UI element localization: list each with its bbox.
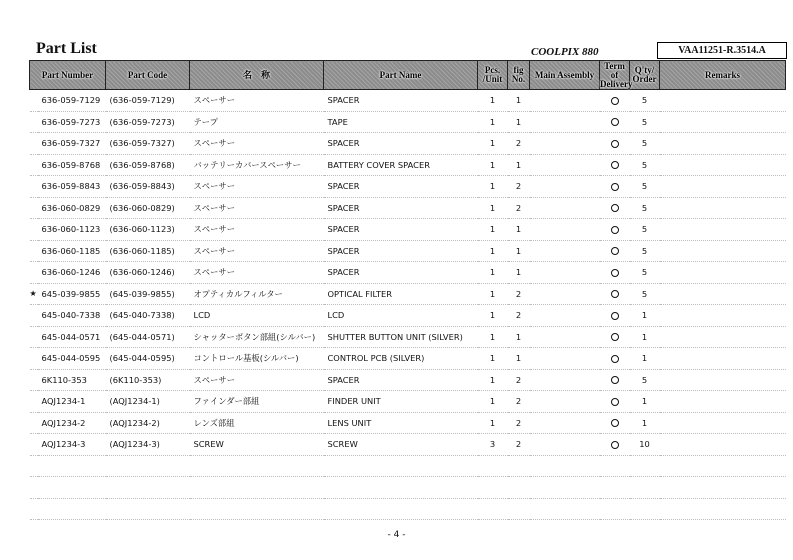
name-jp-cell: レンズ部組	[190, 412, 324, 434]
qty-cell: 5	[630, 176, 660, 198]
table-row	[30, 305, 786, 327]
row-mark	[30, 176, 38, 198]
table-body	[30, 90, 786, 520]
table-row	[30, 412, 786, 434]
term-of-delivery-cell	[600, 219, 630, 241]
row-mark	[30, 412, 38, 434]
part-code-cell: (636-059-8843)	[106, 176, 190, 198]
remarks-cell	[660, 154, 786, 176]
fig-cell: 2	[508, 176, 530, 198]
delivery-circle-icon	[611, 419, 619, 427]
col-qty-order	[630, 61, 660, 90]
pcs-cell: 1	[478, 133, 508, 155]
part-number-cell: 636-059-7129	[38, 90, 106, 112]
pcs-cell: 1	[478, 326, 508, 348]
part-number-cell	[38, 477, 106, 499]
col-part-code: Part Code	[106, 61, 190, 90]
delivery-circle-icon	[611, 441, 619, 449]
remarks-cell	[660, 391, 786, 413]
pcs-cell: 1	[478, 305, 508, 327]
row-mark	[30, 305, 38, 327]
part-name-cell: SPACER	[324, 176, 478, 198]
main-assembly-cell	[530, 283, 600, 305]
fig-cell: 1	[508, 326, 530, 348]
part-code-cell: (636-060-1246)	[106, 262, 190, 284]
table-header-row	[30, 61, 786, 90]
table-row	[30, 219, 786, 241]
pcs-cell: 1	[478, 197, 508, 219]
remarks-cell	[660, 262, 786, 284]
table-row	[30, 240, 786, 262]
term-of-delivery-cell	[600, 498, 630, 520]
part-number-cell: AQJ1234-2	[38, 412, 106, 434]
pcs-cell: 1	[478, 262, 508, 284]
term-of-delivery-cell	[600, 283, 630, 305]
part-name-cell: BATTERY COVER SPACER	[324, 154, 478, 176]
pcs-cell	[478, 498, 508, 520]
term-of-delivery-cell	[600, 176, 630, 198]
delivery-circle-icon	[611, 312, 619, 320]
part-number-cell	[38, 498, 106, 520]
name-jp-cell	[190, 498, 324, 520]
remarks-cell	[660, 455, 786, 477]
col-fig-no-line2: No.	[511, 74, 526, 84]
part-code-cell: (AQJ1234-1)	[106, 391, 190, 413]
part-number-cell: 636-060-1185	[38, 240, 106, 262]
row-mark	[30, 498, 38, 520]
part-number-cell: 645-044-0571	[38, 326, 106, 348]
table-row	[30, 498, 786, 520]
table-row	[30, 477, 786, 499]
term-of-delivery-cell	[600, 326, 630, 348]
part-number-cell: 636-060-1246	[38, 262, 106, 284]
part-name-cell: LENS UNIT	[324, 412, 478, 434]
part-code-cell: (636-060-1123)	[106, 219, 190, 241]
part-name-cell: CONTROL PCB (SILVER)	[324, 348, 478, 370]
part-code-cell: (636-059-7273)	[106, 111, 190, 133]
main-assembly-cell	[530, 154, 600, 176]
main-assembly-cell	[530, 326, 600, 348]
row-mark	[30, 455, 38, 477]
delivery-circle-icon	[611, 118, 619, 126]
main-assembly-cell	[530, 369, 600, 391]
pcs-cell: 1	[478, 391, 508, 413]
fig-cell: 1	[508, 154, 530, 176]
term-of-delivery-cell	[600, 111, 630, 133]
main-assembly-cell	[530, 391, 600, 413]
delivery-circle-icon	[611, 269, 619, 277]
part-name-cell: TAPE	[324, 111, 478, 133]
term-of-delivery-cell	[600, 197, 630, 219]
name-jp-cell: ファインダー部組	[190, 391, 324, 413]
pcs-cell: 1	[478, 219, 508, 241]
name-jp-cell: LCD	[190, 305, 324, 327]
table-row	[30, 90, 786, 112]
col-term-of-delivery	[600, 60, 633, 90]
part-name-cell	[324, 455, 478, 477]
part-name-cell: LCD	[324, 305, 478, 327]
col-term-line1: Term	[604, 60, 625, 71]
pcs-cell: 1	[478, 111, 508, 133]
row-mark	[30, 219, 38, 241]
part-code-cell: (645-044-0571)	[106, 326, 190, 348]
part-name-cell: SPACER	[324, 219, 478, 241]
name-jp-cell: スペーサー	[190, 369, 324, 391]
part-code-cell: (636-060-1185)	[106, 240, 190, 262]
term-of-delivery-cell	[600, 369, 630, 391]
col-pcs-unit-line1: Pcs.	[484, 65, 501, 75]
col-remarks: Remarks	[660, 61, 786, 90]
fig-cell: 1	[508, 262, 530, 284]
name-jp-cell: オプティカルフィルター	[190, 283, 324, 305]
term-of-delivery-cell	[600, 477, 630, 499]
part-code-cell: (6K110-353)	[106, 369, 190, 391]
remarks-cell	[660, 305, 786, 327]
row-mark	[30, 391, 38, 413]
table-row	[30, 369, 786, 391]
main-assembly-cell	[530, 348, 600, 370]
name-jp-cell	[190, 477, 324, 499]
part-name-cell: SPACER	[324, 240, 478, 262]
qty-cell: 5	[630, 197, 660, 219]
part-number-cell: 645-039-9855	[38, 283, 106, 305]
remarks-cell	[660, 197, 786, 219]
table-row	[30, 176, 786, 198]
part-code-cell: (636-059-8768)	[106, 154, 190, 176]
table-row	[30, 348, 786, 370]
main-assembly-cell	[530, 240, 600, 262]
part-number-cell: 6K110-353	[38, 369, 106, 391]
table-row	[30, 283, 786, 305]
qty-cell: 5	[630, 262, 660, 284]
qty-cell: 10	[630, 434, 660, 456]
remarks-cell	[660, 369, 786, 391]
part-name-cell: SPACER	[324, 197, 478, 219]
row-mark: ★	[30, 283, 38, 305]
name-jp-cell	[190, 455, 324, 477]
term-of-delivery-cell	[600, 434, 630, 456]
part-code-cell: (645-039-9855)	[106, 283, 190, 305]
remarks-cell	[660, 176, 786, 198]
fig-cell: 1	[508, 240, 530, 262]
col-term-line2: of	[610, 69, 619, 80]
part-code-cell: (645-040-7338)	[106, 305, 190, 327]
table-row	[30, 133, 786, 155]
part-number-cell: 636-060-1123	[38, 219, 106, 241]
part-name-cell: SPACER	[324, 133, 478, 155]
col-name-jp: 名 称	[190, 61, 324, 90]
term-of-delivery-cell	[600, 412, 630, 434]
remarks-cell	[660, 326, 786, 348]
parts-table	[29, 60, 786, 520]
part-code-cell: (645-044-0595)	[106, 348, 190, 370]
qty-cell: 1	[630, 326, 660, 348]
delivery-circle-icon	[611, 247, 619, 255]
qty-cell: 5	[630, 283, 660, 305]
part-code-cell: (636-060-0829)	[106, 197, 190, 219]
pcs-cell: 1	[478, 90, 508, 112]
fig-cell	[508, 498, 530, 520]
name-jp-cell: スペーサー	[190, 90, 324, 112]
main-assembly-cell	[530, 133, 600, 155]
qty-cell: 5	[630, 133, 660, 155]
remarks-cell	[660, 498, 786, 520]
fig-cell: 2	[508, 434, 530, 456]
row-mark	[30, 90, 38, 112]
part-name-cell: SCREW	[324, 434, 478, 456]
part-code-cell: (AQJ1234-2)	[106, 412, 190, 434]
row-mark	[30, 133, 38, 155]
qty-cell: 5	[630, 90, 660, 112]
fig-cell: 1	[508, 90, 530, 112]
part-number-cell: 636-059-8843	[38, 176, 106, 198]
name-jp-cell: シャッターボタン部組(シルバー)	[190, 326, 324, 348]
main-assembly-cell	[530, 434, 600, 456]
part-number-cell: 645-040-7338	[38, 305, 106, 327]
remarks-cell	[660, 283, 786, 305]
table-row	[30, 455, 786, 477]
part-name-cell: OPTICAL FILTER	[324, 283, 478, 305]
delivery-circle-icon	[611, 376, 619, 384]
delivery-circle-icon	[611, 333, 619, 341]
row-mark	[30, 326, 38, 348]
part-code-cell: (AQJ1234-3)	[106, 434, 190, 456]
main-assembly-cell	[530, 305, 600, 327]
table-row	[30, 262, 786, 284]
qty-cell: 1	[630, 305, 660, 327]
fig-cell: 2	[508, 197, 530, 219]
part-name-cell	[324, 498, 478, 520]
row-mark	[30, 197, 38, 219]
col-part-name: Part Name	[324, 61, 478, 90]
qty-cell: 1	[630, 412, 660, 434]
term-of-delivery-cell	[600, 305, 630, 327]
main-assembly-cell	[530, 111, 600, 133]
table-row	[30, 197, 786, 219]
col-fig-no-line1: fig	[513, 65, 524, 75]
name-jp-cell: コントロール基板(シルバー)	[190, 348, 324, 370]
table-row	[30, 111, 786, 133]
pcs-cell: 1	[478, 412, 508, 434]
delivery-circle-icon	[611, 97, 619, 105]
row-mark	[30, 154, 38, 176]
main-assembly-cell	[530, 477, 600, 499]
fig-cell	[508, 477, 530, 499]
part-number-cell: 636-059-7327	[38, 133, 106, 155]
part-code-cell	[106, 455, 190, 477]
pcs-cell: 1	[478, 283, 508, 305]
pcs-cell: 1	[478, 154, 508, 176]
part-code-cell	[106, 477, 190, 499]
part-number-cell: AQJ1234-1	[38, 391, 106, 413]
qty-cell: 5	[630, 240, 660, 262]
row-mark	[30, 477, 38, 499]
term-of-delivery-cell	[600, 348, 630, 370]
col-term-line3: Delivery	[600, 78, 633, 89]
name-jp-cell: スペーサー	[190, 262, 324, 284]
col-pcs-unit-line2: /Unit	[482, 74, 503, 84]
main-assembly-cell	[530, 176, 600, 198]
name-jp-cell: SCREW	[190, 434, 324, 456]
pcs-cell: 1	[478, 240, 508, 262]
part-number-cell: 636-060-0829	[38, 197, 106, 219]
part-number-cell: 636-059-8768	[38, 154, 106, 176]
table-row	[30, 391, 786, 413]
part-code-cell: (636-059-7129)	[106, 90, 190, 112]
main-assembly-cell	[530, 412, 600, 434]
term-of-delivery-cell	[600, 455, 630, 477]
table-row	[30, 326, 786, 348]
qty-cell	[630, 498, 660, 520]
pcs-cell: 1	[478, 369, 508, 391]
main-assembly-cell	[530, 498, 600, 520]
page-title: Part List	[36, 40, 97, 57]
part-number-cell: 636-059-7273	[38, 111, 106, 133]
term-of-delivery-cell	[600, 154, 630, 176]
row-mark	[30, 369, 38, 391]
col-qty-line2: Order	[632, 74, 657, 84]
table-row	[30, 154, 786, 176]
main-assembly-cell	[530, 90, 600, 112]
remarks-cell	[660, 219, 786, 241]
main-assembly-cell	[530, 219, 600, 241]
delivery-circle-icon	[611, 355, 619, 363]
delivery-circle-icon	[611, 290, 619, 298]
remarks-cell	[660, 434, 786, 456]
part-name-cell: SPACER	[324, 262, 478, 284]
remarks-cell	[660, 240, 786, 262]
pcs-cell	[478, 477, 508, 499]
model-name: COOLPIX 880	[531, 46, 599, 58]
term-of-delivery-cell	[600, 391, 630, 413]
col-part-number: Part Number	[30, 61, 106, 90]
name-jp-cell: スペーサー	[190, 197, 324, 219]
qty-cell: 5	[630, 154, 660, 176]
remarks-cell	[660, 111, 786, 133]
part-name-cell: SHUTTER BUTTON UNIT (SILVER)	[324, 326, 478, 348]
term-of-delivery-cell	[600, 133, 630, 155]
fig-cell: 2	[508, 305, 530, 327]
delivery-circle-icon	[611, 161, 619, 169]
delivery-circle-icon	[611, 398, 619, 406]
row-mark	[30, 434, 38, 456]
pcs-cell	[478, 455, 508, 477]
part-code-cell	[106, 498, 190, 520]
part-name-cell: FINDER UNIT	[324, 391, 478, 413]
delivery-circle-icon	[611, 140, 619, 148]
part-name-cell: SPACER	[324, 90, 478, 112]
page-number: - 4 -	[387, 530, 406, 540]
row-mark	[30, 111, 38, 133]
fig-cell: 2	[508, 391, 530, 413]
term-of-delivery-cell	[600, 262, 630, 284]
name-jp-cell: バッテリーカバースペーサー	[190, 154, 324, 176]
name-jp-cell: テープ	[190, 111, 324, 133]
table-row	[30, 434, 786, 456]
qty-cell	[630, 477, 660, 499]
delivery-circle-icon	[611, 183, 619, 191]
col-main-assembly: Main Assembly	[530, 61, 600, 90]
name-jp-cell: スペーサー	[190, 133, 324, 155]
pcs-cell: 1	[478, 348, 508, 370]
fig-cell: 2	[508, 133, 530, 155]
part-name-cell	[324, 477, 478, 499]
fig-cell: 1	[508, 111, 530, 133]
part-code-cell: (636-059-7327)	[106, 133, 190, 155]
document-number: VAA11251-R.3514.A	[657, 42, 787, 59]
pcs-cell: 3	[478, 434, 508, 456]
fig-cell: 2	[508, 412, 530, 434]
qty-cell: 5	[630, 111, 660, 133]
qty-cell: 5	[630, 219, 660, 241]
qty-cell: 5	[630, 369, 660, 391]
part-name-cell: SPACER	[324, 369, 478, 391]
remarks-cell	[660, 412, 786, 434]
remarks-cell	[660, 477, 786, 499]
fig-cell: 1	[508, 348, 530, 370]
row-mark	[30, 240, 38, 262]
col-pcs-unit	[478, 61, 508, 90]
part-number-cell	[38, 455, 106, 477]
qty-cell: 1	[630, 348, 660, 370]
row-mark	[30, 262, 38, 284]
col-fig-no	[508, 61, 530, 90]
name-jp-cell: スペーサー	[190, 219, 324, 241]
main-assembly-cell	[530, 197, 600, 219]
remarks-cell	[660, 133, 786, 155]
main-assembly-cell	[530, 455, 600, 477]
name-jp-cell: スペーサー	[190, 176, 324, 198]
qty-cell: 1	[630, 391, 660, 413]
term-of-delivery-cell	[600, 90, 630, 112]
remarks-cell	[660, 90, 786, 112]
fig-cell: 1	[508, 219, 530, 241]
row-mark	[30, 348, 38, 370]
pcs-cell: 1	[478, 176, 508, 198]
delivery-circle-icon	[611, 226, 619, 234]
delivery-circle-icon	[611, 204, 619, 212]
term-of-delivery-cell	[600, 240, 630, 262]
fig-cell	[508, 455, 530, 477]
main-assembly-cell	[530, 262, 600, 284]
part-number-cell: AQJ1234-3	[38, 434, 106, 456]
name-jp-cell: スペーサー	[190, 240, 324, 262]
qty-cell	[630, 455, 660, 477]
col-qty-line1: Q'ty/	[634, 65, 655, 75]
fig-cell: 2	[508, 369, 530, 391]
part-number-cell: 645-044-0595	[38, 348, 106, 370]
fig-cell: 2	[508, 283, 530, 305]
remarks-cell	[660, 348, 786, 370]
